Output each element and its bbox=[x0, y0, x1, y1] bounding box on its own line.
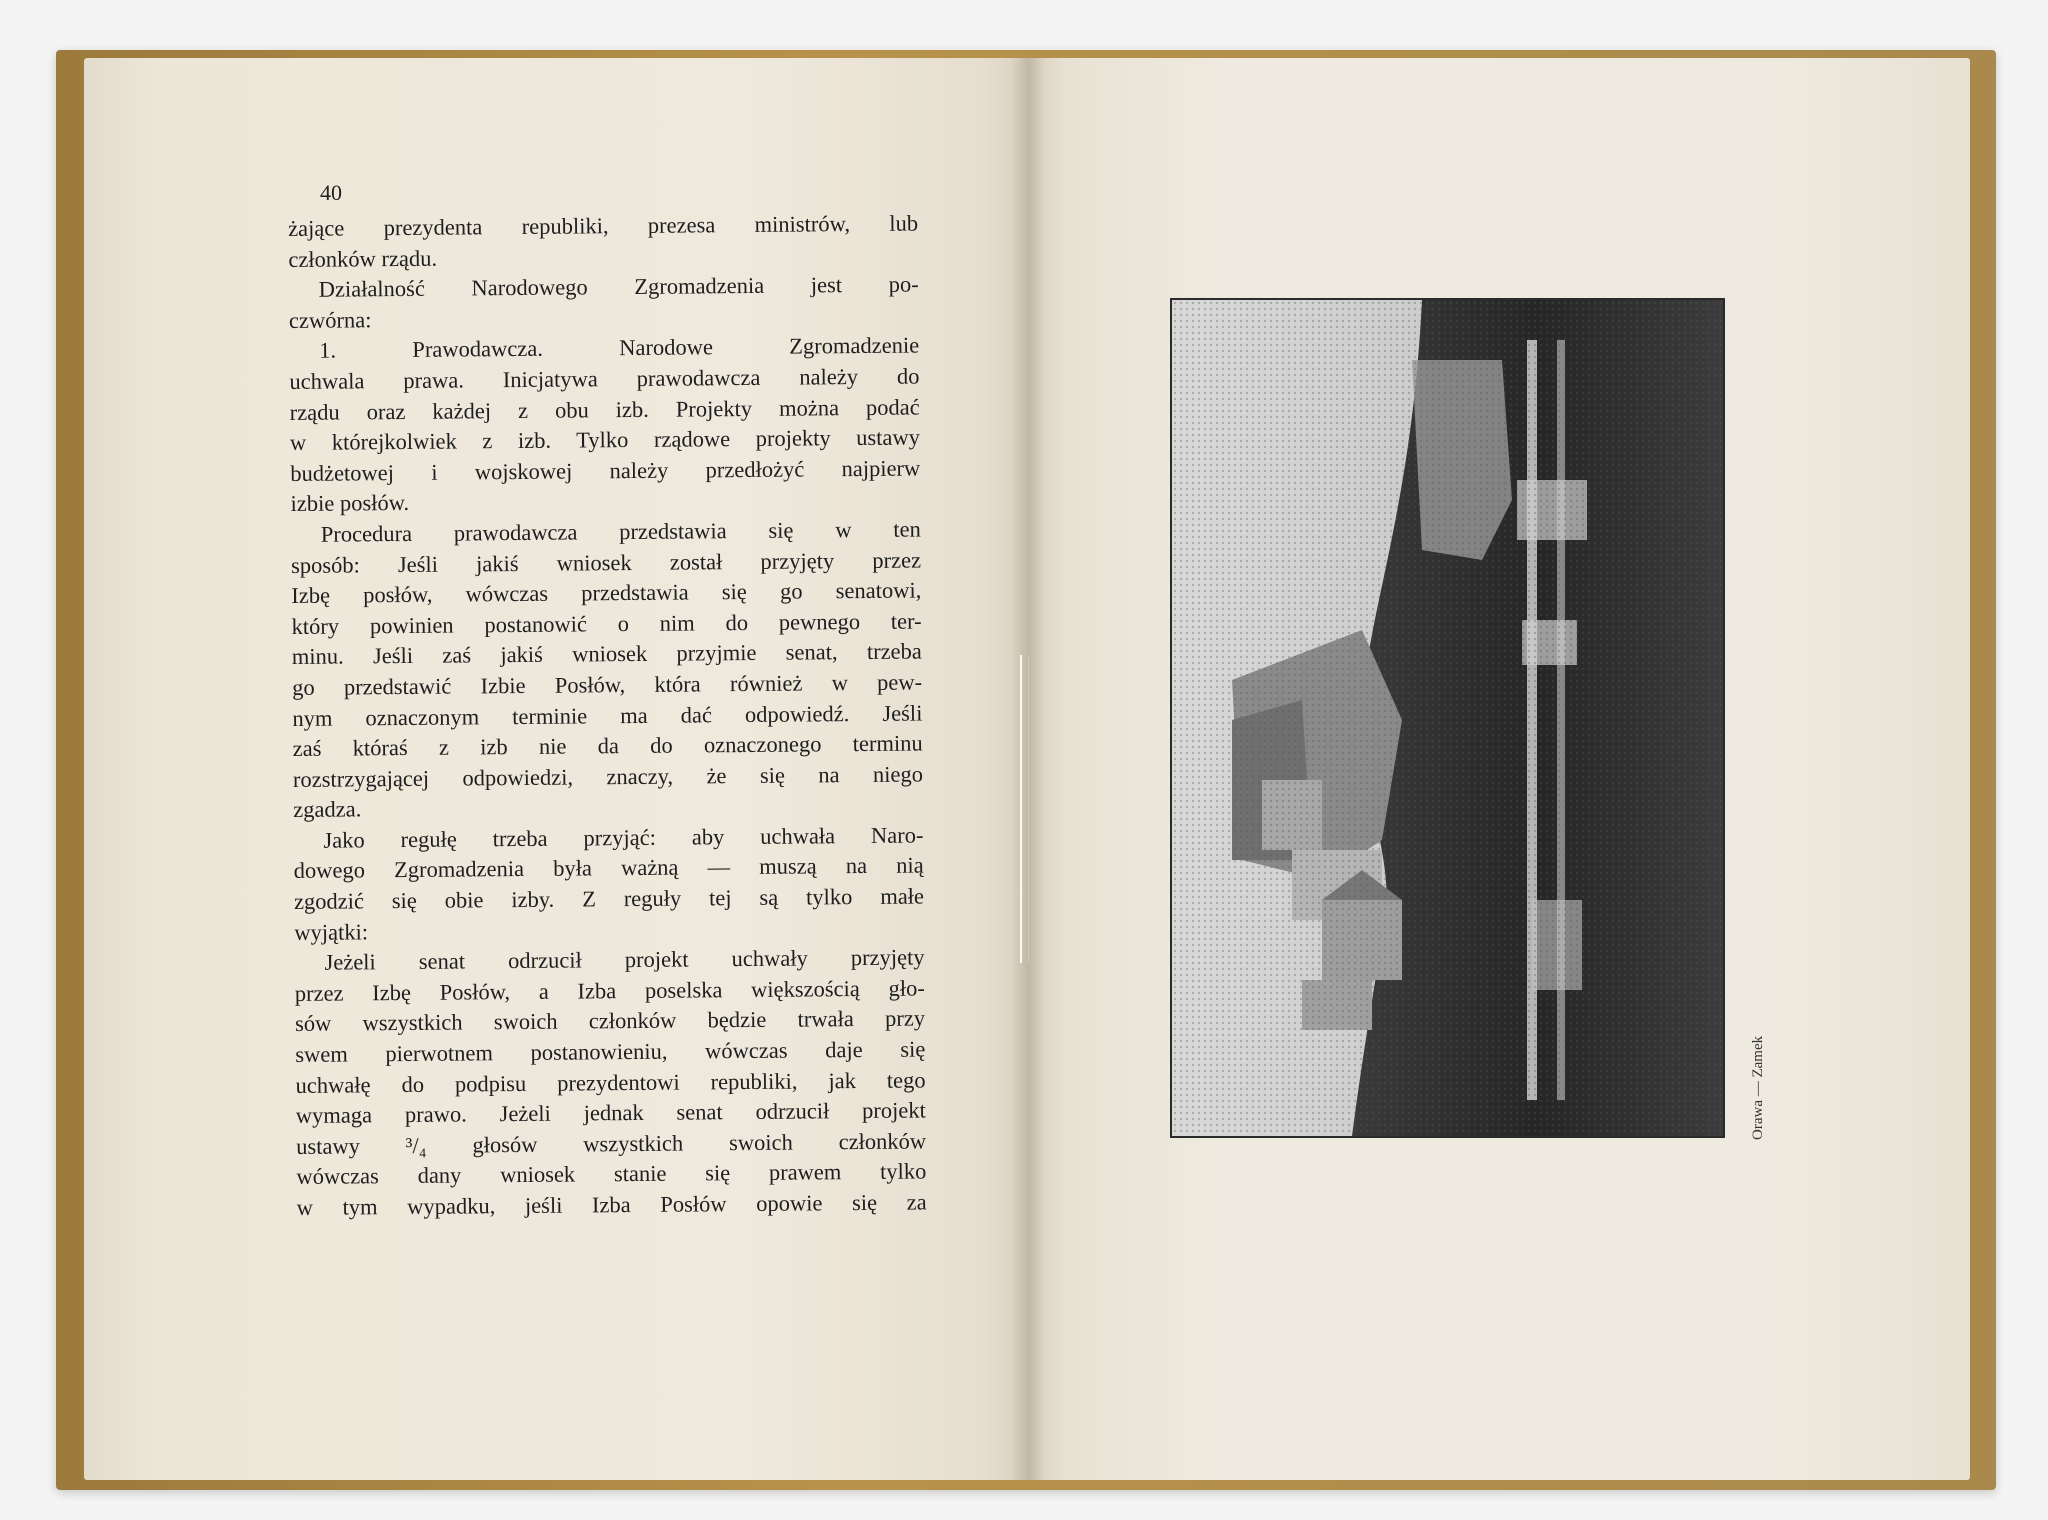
text-line: sposób: Jeśli jakiś wniosek został przyjęty przez bbox=[290, 547, 922, 578]
text-line: Izbę posłów, wówczas przedstawia się go senatowi, bbox=[291, 577, 922, 609]
text-line: Jeżeli senat odrzucił projekt uchwały przyjęty bbox=[324, 944, 925, 975]
text-line: rozstrzygającej odpowiedzi, znaczy, że się na niego bbox=[292, 761, 924, 792]
text-line: budżetowej i wojskowej należy przedłożyć najpierw bbox=[290, 455, 921, 486]
text-line: członków rządu. bbox=[288, 245, 438, 272]
text-line: uchwala prawa. Inicjatywa prawodawcza należy do bbox=[289, 363, 920, 394]
castle-photograph bbox=[1170, 298, 1725, 1138]
text-line: nym oznaczonym terminie ma dać odpowiedź. Jeśli bbox=[292, 699, 923, 731]
text-line: rządu oraz każdej z obu izb. Projekty można podać bbox=[289, 394, 920, 425]
text-line: wówczas dany wniosek stanie się prawem tylko bbox=[296, 1158, 927, 1190]
text-line: wyjątki: bbox=[294, 918, 369, 945]
text-line: 1. Prawodawcza. Narodowe Zgromadzenie bbox=[319, 332, 920, 364]
page-number: 40 bbox=[320, 180, 342, 205]
text-line: izbie posłów. bbox=[290, 490, 410, 517]
text-line: który powinien postanowić o nim do pewnego ter- bbox=[291, 608, 922, 639]
text-line: dowego Zgromadzenia była ważną — muszą na nią bbox=[293, 852, 924, 884]
text-line: go przedstawić Izbie Posłów, która również w pew- bbox=[292, 669, 923, 700]
text-line: uchwałę do podpisu prezydentowi republiki, jak tego bbox=[295, 1067, 926, 1098]
photo-caption: Orawa — Zamek bbox=[1750, 1035, 1766, 1140]
text-line: zgadza. bbox=[293, 796, 362, 823]
text-line: przez Izbę Posłów, a Izba poselska większością gło- bbox=[294, 975, 925, 1006]
text-line: w którejkolwiek z izb. Tylko rządowe projekty ustawy bbox=[289, 424, 921, 456]
text-line: Jako regułę trzeba przyjąć: aby uchwała Naro- bbox=[323, 822, 924, 853]
text-line: w tym wypadku, jeśli Izba Posłów opowie się za bbox=[296, 1189, 927, 1220]
binding-thread bbox=[1020, 655, 1029, 963]
text-line: zaś któraś z izb nie da do oznaczonego terminu bbox=[292, 730, 923, 762]
text-line: wymaga prawo. Jeżeli jednak senat odrzucił projekt bbox=[295, 1097, 926, 1129]
text-line: sów wszystkich swoich członków będzie trwała przy bbox=[294, 1005, 926, 1037]
text-line: czwórna: bbox=[288, 307, 372, 333]
text-line: Procedura prawodawcza przedstawia się w ten bbox=[320, 516, 921, 547]
text-line: Działalność Narodowego Zgromadzenia jest po- bbox=[318, 271, 919, 302]
text-line: ustawy ³/₄ głosów wszystkich swoich członków bbox=[296, 1128, 927, 1159]
text-line: swem pierwotnem postanowieniu, wówczas daje się bbox=[295, 1036, 926, 1067]
castle-photo-image bbox=[1172, 300, 1723, 1136]
text-line: minu. Jeśli zaś jakiś wniosek przyjmie senat, trzeba bbox=[291, 638, 922, 670]
text-line: żające prezydenta republiki, prezesa ministrów, lub bbox=[288, 210, 919, 241]
body-text bbox=[288, 209, 927, 1224]
text-line: zgodzić się obie izby. Z reguły tej są tylko małe bbox=[293, 883, 925, 915]
